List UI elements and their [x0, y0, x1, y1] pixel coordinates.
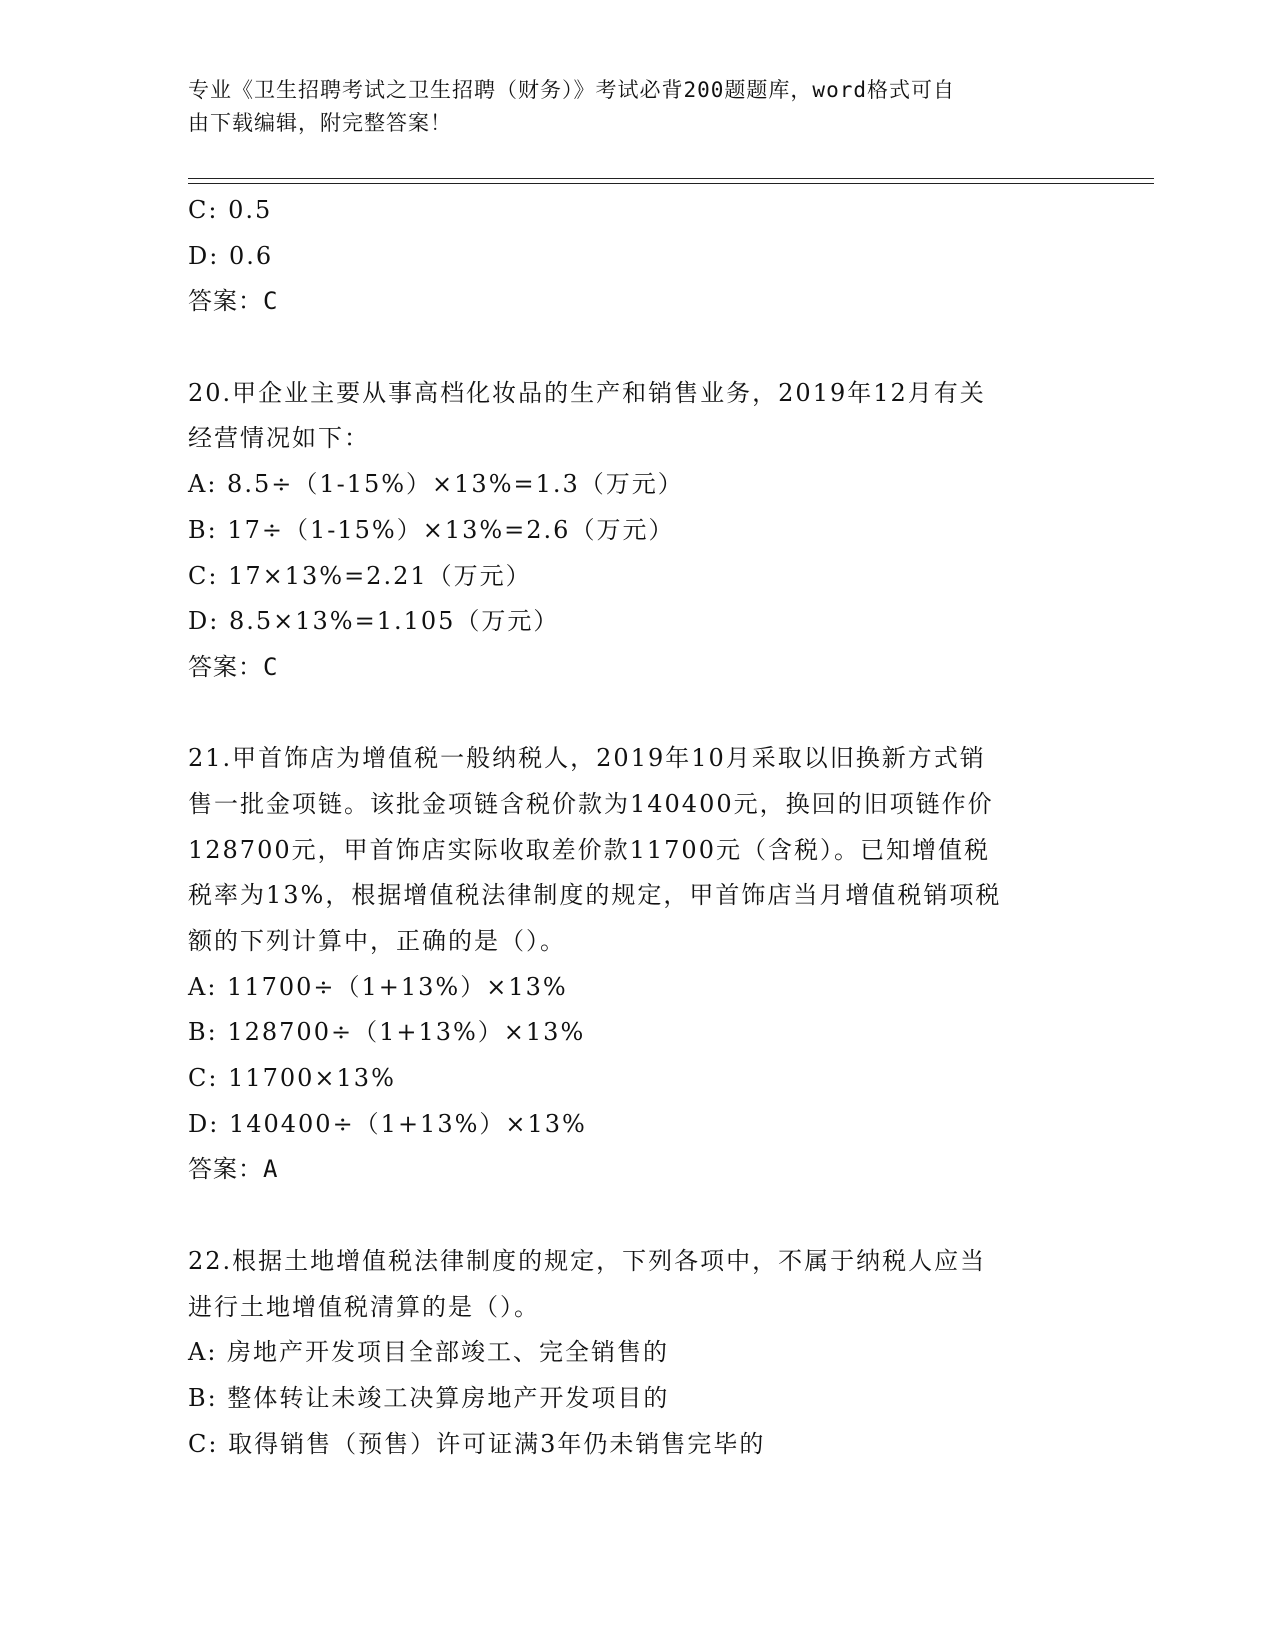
header-line: 由下载编辑，附完整答案！: [188, 111, 452, 135]
option-b: B: 17÷（1-15%）×13%=2.6（万元）: [188, 515, 675, 544]
header-rule: [188, 178, 1154, 179]
header-line: 专业《卫生招聘考试之卫生招聘（财务）》考试必背200题题库，word格式可自: [188, 78, 955, 102]
question-stem: 售一批金项链。该批金项链含税价款为140400元，换回的旧项链作价: [188, 789, 994, 818]
question-block: [188, 736, 1088, 1193]
question-block: [188, 1239, 1088, 1467]
option-c: C: 11700×13%: [188, 1064, 396, 1093]
option-d: D: 8.5×13%=1.105（万元）: [188, 607, 560, 636]
question-stem: 额的下列计算中，正确的是（）。: [188, 927, 566, 955]
document-header: [188, 74, 1088, 140]
option-d: D: 140400÷（1+13%）×13%: [188, 1109, 587, 1138]
option-c: C: 17×13%=2.21（万元）: [188, 561, 532, 590]
question-stem: 税率为13%，根据增值税法律制度的规定，甲首饰店当月增值税销项税: [188, 881, 1002, 910]
question-block: [188, 188, 1088, 325]
question-stem: 21.甲首饰店为增值税一般纳税人，2019年10月采取以旧换新方式销: [188, 744, 986, 773]
question-stem: 20.甲企业主要从事高档化妆品的生产和销售业务，2019年12月有关: [188, 378, 986, 407]
question-stem: 22.根据土地增值税法律制度的规定，下列各项中，不属于纳税人应当: [188, 1246, 987, 1275]
answer-line: 答案：C: [188, 287, 279, 316]
answer-line: 答案：C: [188, 652, 279, 681]
header-rule: [188, 183, 1154, 184]
spacer: [188, 1193, 1088, 1239]
option-a: A: 8.5÷（1-15%）×13%=1.3（万元）: [188, 470, 684, 499]
question-stem: 128700元，甲首饰店实际收取差价款11700元（含税）。已知增值税: [188, 835, 990, 864]
option-a: A: 房地产开发项目全部竣工、完全销售的: [188, 1338, 670, 1367]
question-stem: 经营情况如下：: [188, 424, 370, 453]
option-b: B: 128700÷（1+13%）×13%: [188, 1018, 586, 1047]
answer-line: 答案：A: [188, 1155, 279, 1184]
option-c: C: 取得销售（预售）许可证满3年仍未销售完毕的: [188, 1429, 766, 1458]
spacer: [188, 325, 1088, 371]
question-block: [188, 371, 1088, 691]
option-c: C: 0.5: [188, 196, 273, 224]
spacer: [188, 691, 1088, 737]
question-stem: 进行土地增值税清算的是（）。: [188, 1292, 540, 1321]
question-list: [188, 188, 1088, 1467]
option-b: B: 整体转让未竣工决算房地产开发项目的: [188, 1383, 670, 1412]
option-d: D: 0.6: [188, 241, 274, 270]
option-a: A: 11700÷（1+13%）×13%: [188, 972, 568, 1001]
